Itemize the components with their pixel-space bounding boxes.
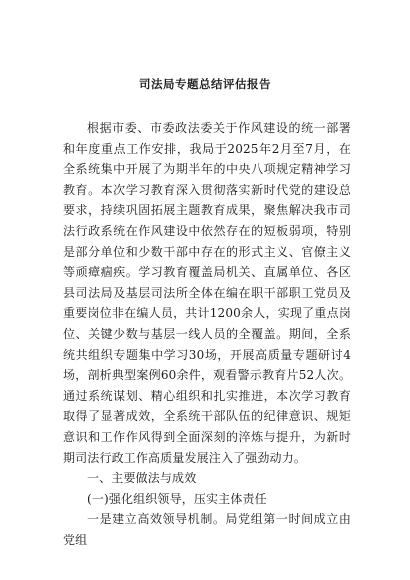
section-heading: 一、主要做法与成效: [87, 471, 197, 486]
intro-paragraph: 根据市委、市委政法委关于作风建设的统一部署和年度重点工作安排，我局于2025年2月至7月，在全系统集中开展了为期半年的中央八项规定精神学习教育。本次学习教育深入贯彻落实新时代党的建设总要求，持续巩固拓展主题教育成果，聚焦解决我市司法行政系统在作风建设中依然存在的短板弱项，特别是部分单位和少数干部中存在的形式主义、官僚主义等顽瘴痼疾。学习教育覆盖局机关、直属单位、各区县司法局及基层司法所全体在编在职干部职工党员及重要岗位非在编人员，共计1200余人，实现了重点岗位、关键少数与基层一线人员的全覆盖。期间，全系统共组织专题集中学习30场，开展高质量专题研讨4场，剖析典型案例60余件，观看警示教育片52人次。通过系统谋划、精心组织和扎实推进，本次学习教育取得了显著成效，全系统干部队伍的纪律意识、规矩意识和工作作风得到全面深刻的淬炼与提升，为新时期司法行政工作高质量发展注入了强劲动力。: [63, 121, 351, 465]
document-body: [63, 118, 351, 550]
document-title: 司法局专题总结评估报告: [139, 77, 271, 91]
subsection-paragraph: 一是建立高效领导机制。局党组第一时间成立由党组: [63, 512, 351, 547]
subsection-heading: (一)强化组织领导，压实主体责任: [87, 491, 267, 506]
